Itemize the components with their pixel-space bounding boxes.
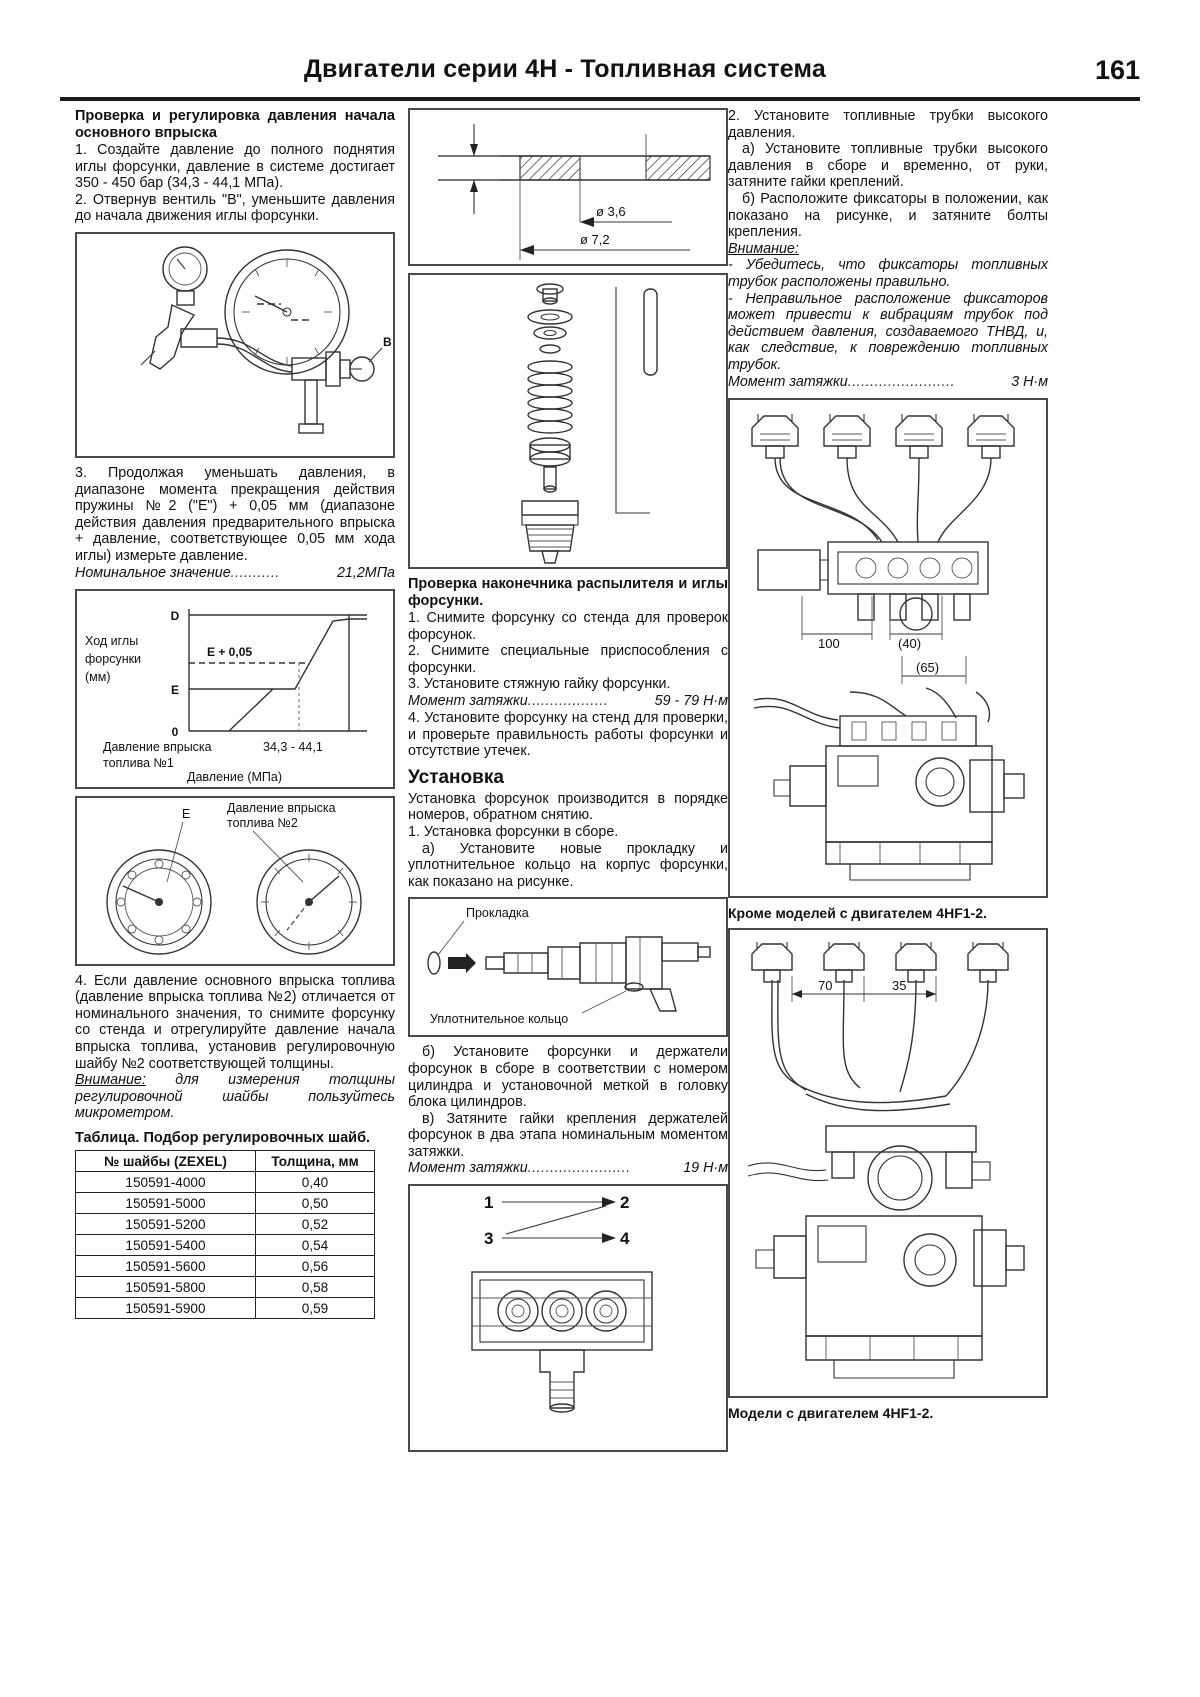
figure-label-b: B — [383, 334, 392, 349]
figure-nozzle-exploded — [408, 273, 728, 569]
page-number: 161 — [1094, 55, 1140, 85]
col3-warning-label: Внимание: — [728, 240, 799, 257]
col2-torque-row-1 — [408, 693, 728, 710]
col1-step-1: 1. Создайте давление до полного поднятия иглы форсунки, давление в системе достигает 350 - 450 бар (34,3 - 44,1 МПа). — [75, 142, 395, 192]
col1-heading-check-pressure: Проверка и регулировка давления начала основного впрыска — [75, 108, 395, 141]
col2-step-4: 4. Установите форсунку на стенд для проверки, и проверьте правильность работы форсунки и отсутствие утечек. — [408, 709, 728, 760]
col2-section-heading-installation: Установка — [408, 766, 504, 788]
figure-label-gasket: Прокладка — [466, 906, 529, 921]
chart-xtick-range: 34,3 - 44,1 — [263, 739, 323, 754]
col1-nominal-value: 21,2МПа — [336, 564, 395, 581]
chart-annotation: E + 0,05 — [207, 644, 253, 659]
col3-step-2b: б) Расположите фиксаторы в положении, как показано на рисунке, и затяните болты крепления. — [728, 190, 1048, 241]
figure-fuel-pipes-standard — [728, 398, 1048, 898]
table-header-shim-number: № шайбы (ZEXEL) — [76, 1151, 256, 1172]
cell-thickness: 0,56 — [256, 1256, 375, 1277]
col3-warning-label-row — [728, 241, 1048, 258]
figure-tightening-order — [408, 1184, 728, 1452]
col3-torque-dots-1: ........................ — [847, 373, 956, 390]
table-row — [76, 1298, 375, 1319]
col2-torque-label-2: Момент затяжки — [408, 1160, 528, 1177]
col3-torque-label-1: Момент затяжки — [728, 373, 848, 390]
figure-dimension-40: (40) — [898, 635, 922, 651]
shim-selection-table — [75, 1150, 375, 1319]
figure-dimension-65: (65) — [916, 659, 940, 675]
page-title: Двигатели серии 4Н - Топливная система — [303, 55, 827, 83]
figure-dials-label-p2-line2: топлива №2 — [227, 815, 298, 830]
figure-injector-seals — [408, 897, 728, 1037]
table-row — [76, 1277, 375, 1298]
col2-torque-dots-1: .................. — [527, 692, 609, 709]
figure-label-o-ring: Уплотнительное кольцо — [430, 1012, 569, 1027]
figure-injector-tester — [75, 232, 395, 458]
cell-shim-number: 150591-5200 — [76, 1214, 256, 1235]
figure-dimension-70: 70 — [818, 977, 833, 993]
col1-table-title: Таблица. Подбор регулировочных шайб. — [75, 1129, 371, 1146]
table-row — [76, 1172, 375, 1193]
col2-torque-dots-2: ....................... — [527, 1160, 631, 1177]
table-row — [76, 1214, 375, 1235]
col2-install-step-1a: а) Установите новые прокладку и уплотнительное кольцо на корпус форсунки, как показано на рисунке. — [408, 840, 728, 890]
table-row — [76, 1235, 375, 1256]
chart-ytick-0: 0 — [171, 724, 179, 739]
table-row — [76, 1256, 375, 1277]
chart-xlabel-p1-line1: Давление впрыска — [103, 739, 212, 754]
figure-order-num-3: 3 — [484, 1229, 494, 1249]
chart-ylabel-line3: (мм) — [85, 669, 111, 684]
col2-step-2: 2. Снимите специальные приспособления с форсунки. — [408, 643, 728, 676]
col2-torque-value-2: 19 Н·м — [683, 1160, 728, 1177]
col2-step-3: 3. Установите стяжную гайку форсунки. — [408, 676, 671, 693]
figure-dials-label-p2-line1: Давление впрыска — [227, 800, 336, 815]
col3-warning-2: - Неправильное расположение фиксаторов может привести к вибрациям трубок под действием давления, создаваемого ТНВД, и, как следствие, к повреждению топливных трубок. — [728, 290, 1048, 373]
col2-install-intro: Установка форсунок производится в порядке номеров, обратном снятию. — [408, 790, 728, 824]
figure-order-num-2: 2 — [620, 1193, 630, 1213]
figure-caption-4hf1-2: Модели с двигателем 4HF1-2. — [728, 1404, 934, 1421]
col2-step-1: 1. Снимите форсунку со стенда для проверок форсунок. — [408, 610, 728, 643]
col1-nominal-dots: ........... — [230, 564, 280, 581]
cell-thickness: 0,52 — [256, 1214, 375, 1235]
cell-thickness: 0,58 — [256, 1277, 375, 1298]
cell-shim-number: 150591-5000 — [76, 1193, 256, 1214]
col2-torque-label-1: Момент затяжки — [408, 692, 528, 709]
table-header-thickness: Толщина, мм — [256, 1151, 375, 1172]
col1-warning-body: для измерения толщины регулировочной шайбы пользуйтесь микрометром. — [75, 1072, 395, 1122]
col2-torque-value-1: 59 - 79 Н·м — [654, 692, 728, 709]
cell-thickness: 0,50 — [256, 1193, 375, 1214]
cell-shim-number: 150591-4000 — [76, 1172, 256, 1193]
col1-warning-label: Внимание: — [75, 1072, 146, 1089]
col3-warning-1: - Убедитесь, что фиксаторы топливных трубок расположены правильно. — [728, 257, 1048, 290]
figure-orifice-dimensions — [408, 108, 728, 266]
figure-caption-except-4hf1-2: Кроме моделей с двигателем 4HF1-2. — [728, 904, 987, 921]
col1-nominal-value-row — [75, 565, 395, 582]
figure-dials-label-e: E — [182, 806, 191, 821]
figure-dimension-3-6: ø 3,6 — [596, 204, 626, 219]
header-divider — [60, 97, 1140, 101]
chart-xlabel-p1-line2: топлива №1 — [103, 755, 174, 770]
figure-fuel-pipes-4hf1-2 — [728, 928, 1048, 1398]
cell-shim-number: 150591-5800 — [76, 1277, 256, 1298]
col2-install-step-1b: б) Установите форсунки и держатели форсунок в сборе в соответствии с номером цилиндра и установочной меткой в головку блока цилиндров. — [408, 1044, 728, 1111]
table-row — [76, 1193, 375, 1214]
table-header-row — [76, 1151, 375, 1172]
cell-thickness: 0,54 — [256, 1235, 375, 1256]
figure-dimension-100: 100 — [818, 635, 840, 651]
col2-install-step-1: 1. Установка форсунки в сборе. — [408, 823, 619, 840]
chart-ytick-e: E — [170, 682, 180, 697]
col2-install-step-1c: в) Затяните гайки крепления держателей форсунок в два этапа номинальным моментом затяжки. — [408, 1110, 728, 1160]
chart-xlabel: Давление (МПа) — [187, 769, 283, 784]
column-left — [75, 108, 395, 1319]
figure-needle-lift-chart — [75, 589, 395, 789]
col1-warning — [75, 1072, 395, 1122]
col2-torque-row-2 — [408, 1160, 728, 1177]
column-right — [728, 108, 1048, 1427]
col3-step-2a: а) Установите топливные трубки высокого давления в сборе и временно, от руки, затяните гайки креплений. — [728, 141, 1048, 191]
col1-nominal-label: Номинальное значение — [75, 564, 231, 581]
chart-ylabel-line1: Ход иглы — [85, 633, 139, 648]
figure-two-gauges — [75, 796, 395, 966]
cell-thickness: 0,40 — [256, 1172, 375, 1193]
col3-torque-value-1: 3 Н·м — [1011, 373, 1048, 390]
col3-torque-row-1 — [728, 374, 1048, 391]
col1-step-4: 4. Если давление основного впрыска топлива (давление впрыска топлива №2) отличается от номинального значения, то снимите форсунку со стенда и отрегулируйте давление начала впрыска топлива, установив регулировочную шайбу №2 соответствующей толщины. — [75, 972, 395, 1072]
figure-order-num-4: 4 — [620, 1229, 630, 1249]
cell-shim-number: 150591-5900 — [76, 1298, 256, 1319]
col3-step-2: 2. Установите топливные трубки высокого давления. — [728, 108, 1048, 141]
cell-shim-number: 150591-5400 — [76, 1235, 256, 1256]
cell-thickness: 0,59 — [256, 1298, 375, 1319]
col1-step-2: 2. Отвернув вентиль "В", уменьшите давления до начала движения иглы форсунки. — [75, 191, 395, 225]
figure-dimension-7-2: ø 7,2 — [580, 232, 610, 247]
cell-shim-number: 150591-5600 — [76, 1256, 256, 1277]
figure-order-num-1: 1 — [484, 1193, 494, 1213]
col1-step-3: 3. Продолжая уменьшать давления, в диапазоне момента прекращения действия пружины №2 ("Е") + 0,05 мм (диапазоне действия давления предварительного впрыска + давление, соответствующее 0,05 мм хода иглы) измерьте давление. — [75, 464, 395, 564]
chart-ytick-d: D — [170, 608, 180, 623]
chart-ylabel-line2: форсунки — [85, 651, 142, 666]
column-middle — [408, 108, 728, 1459]
col2-heading-check-nozzle: Проверка наконечника распылителя и иглы форсунки. — [408, 576, 728, 609]
figure-dimension-35: 35 — [892, 977, 907, 993]
page-header — [60, 55, 1140, 103]
